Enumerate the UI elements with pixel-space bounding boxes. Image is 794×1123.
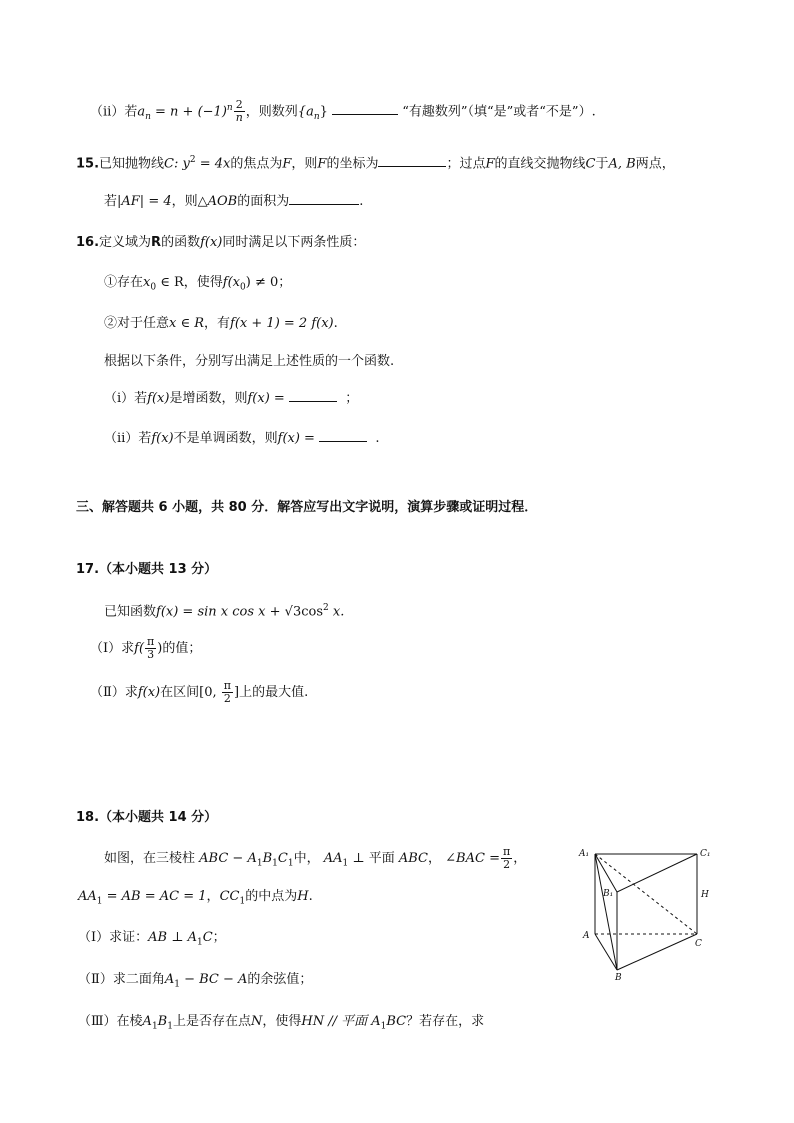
label-H: H xyxy=(701,890,709,900)
q18-line2: $AA_1$ = AB = AC = 1，$CC_1$的中点为H. xyxy=(78,889,313,907)
q15-line2: 若|AF| = 4，则△AOB的面积为 . xyxy=(104,191,363,212)
label-B1: B₁ xyxy=(603,889,614,899)
q18-part-II: （Ⅱ）求二面角$A_1$ − BC − A的余弦值； xyxy=(78,972,313,990)
q17-header: 17.（本小题共 13 分） xyxy=(76,562,218,577)
answer-blank[interactable] xyxy=(289,388,337,402)
q16-item-i: （ⅰ）若f(x)是增函数，则f(x) = ； xyxy=(104,388,358,409)
edge-b1-c1 xyxy=(617,854,697,892)
q17-part-II: （Ⅱ）求f(x)在区间[0, $\frac{\pi}{2}$ ]上的最大值. xyxy=(90,679,309,705)
q18-header: 18.（本小题共 14 分） xyxy=(76,810,218,825)
q16-property-1: ①存在$x_0$ ∈ R，使得$f(x_0) \ne 0$； xyxy=(104,275,292,293)
q16-instruction: 根据以下条件，分别写出满足上述性质的一个函数. xyxy=(104,354,395,369)
fraction: $\frac{\pi}{2}$ xyxy=(223,679,231,705)
fraction: $\frac{\pi}{3}$ xyxy=(147,635,155,661)
section-heading: 三、解答题共 6 小题，共 80 分．解答应写出文字说明，演算步骤或证明过程． xyxy=(76,500,538,515)
label-A: A xyxy=(583,931,590,941)
q16-intro: 16.定义域为R的函数f(x)同时满足以下两条性质： xyxy=(76,235,366,250)
label-C1: C₁ xyxy=(700,849,711,859)
q16-item-ii: （ⅱ）若f(x)不是单调函数，则f(x) = . xyxy=(104,428,380,449)
q17-given: 已知函数f(x) = sin x $\cos x + √3\cos^2$ x. xyxy=(104,603,345,620)
q15-line1: 15.已知抛物线C: $y^2 = 4x$的焦点为F，则F的坐标为 ；过点F的直线交抛物线C于A, B两点， xyxy=(76,155,675,172)
answer-blank[interactable] xyxy=(332,101,398,115)
edge-b-c xyxy=(617,934,697,970)
q16-property-2: ②对于任意x ∈ R，有f(x + 1) = 2 f(x). xyxy=(104,316,338,331)
answer-blank[interactable] xyxy=(319,428,367,442)
q17-part-I: （Ⅰ）求f( $\frac{\pi}{3}$ )的值； xyxy=(90,635,202,661)
prism-figure xyxy=(575,842,725,982)
q18-part-I: （Ⅰ）求证：AB ⊥ $A_1C$； xyxy=(78,930,226,948)
q14-item-ii: （ⅱ）若$a_n = n + (-1)^n$ $\frac{2}{n}$ ，则数列$\{a_n\}$ “有趣数列”（填“是”或者“不是”）. xyxy=(90,98,596,125)
answer-blank-area[interactable] xyxy=(289,191,359,205)
label-B: B xyxy=(615,973,622,982)
fraction: $\frac{\pi}{2}$ xyxy=(502,845,511,871)
label-A1: A₁ xyxy=(579,849,590,859)
q18-line1: 如图，在三棱柱 ABC − $A_1B_1C_1$中， $AA_1$ ⊥ 平面 ABC， ∠BAC = $\frac{\pi}{2}$ ， xyxy=(104,845,527,871)
label-C: C xyxy=(695,939,702,949)
q18-part-III: （Ⅲ）在棱$A_1B_1$上是否存在点N，使得HN // 平面 $A_1BC$？若存在，求 xyxy=(78,1014,485,1032)
answer-blank-focus[interactable] xyxy=(378,153,446,167)
fraction: $\frac{2}{n}$ xyxy=(235,98,243,125)
